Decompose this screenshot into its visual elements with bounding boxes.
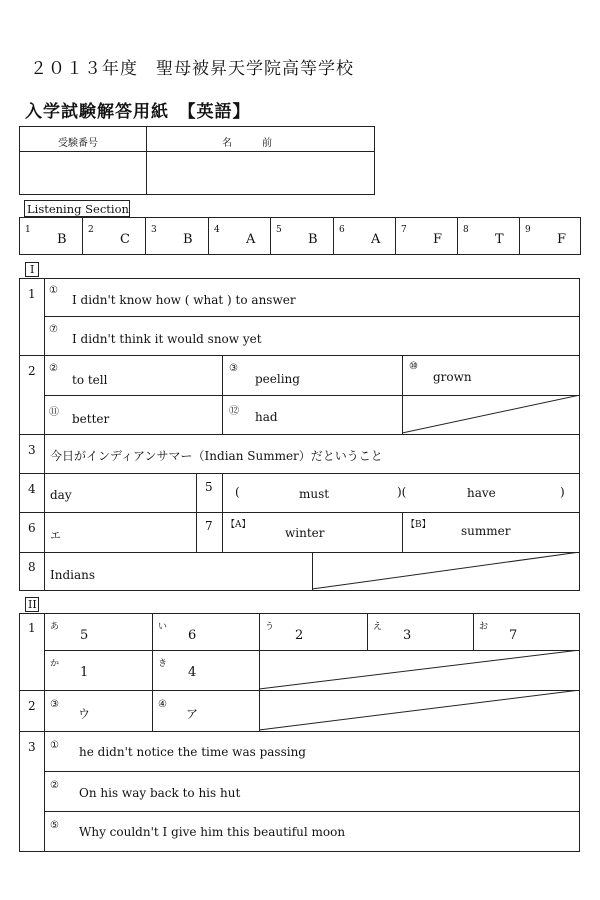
answer-word-1: must	[299, 487, 330, 501]
s1-q8-num-cell	[19, 552, 45, 591]
page-title: ２０１３年度 聖母被昇天学院高等学校	[30, 59, 354, 79]
s1-q6-num-cell	[19, 512, 45, 553]
s2-q1-unused-cell	[259, 650, 580, 691]
question-number: 3	[28, 740, 36, 754]
s2-q3-answer-b[interactable]	[44, 771, 580, 812]
s2-q2-unused-cell	[259, 690, 580, 732]
answer-text: to tell	[72, 373, 108, 387]
s1-q1-answer-a[interactable]	[44, 278, 580, 317]
question-number: 1	[28, 287, 36, 301]
answer-text: 1	[80, 665, 89, 680]
listening-answer-text: T	[495, 232, 504, 247]
s1-q1-answer-b[interactable]	[44, 316, 580, 356]
s1-q2-unused-cell	[402, 395, 580, 435]
question-number: 5	[205, 480, 213, 494]
listening-answer-8[interactable]	[457, 217, 520, 255]
listening-section-label	[24, 200, 130, 217]
paren-close: )	[560, 485, 565, 499]
listening-label-text: Listening Section	[27, 202, 129, 216]
s1-q7-num-cell	[196, 512, 223, 553]
listening-answer-6[interactable]	[333, 217, 396, 255]
diagonal-strike	[402, 395, 580, 435]
sheet-subtitle: 入学試験解答用紙 【英語】	[25, 102, 251, 122]
listening-answer-text: F	[433, 232, 443, 247]
answer-text: day	[50, 488, 72, 502]
question-number: 7	[205, 519, 213, 533]
s2-q1-answer-7[interactable]	[152, 650, 260, 691]
section-2-label	[25, 597, 39, 612]
circled-marker: ⑫	[229, 406, 239, 417]
s1-q8-unused-cell	[312, 552, 580, 591]
s1-q4-num-cell	[19, 473, 45, 513]
answer-text: 6	[188, 628, 197, 643]
s1-q2-num-cell	[19, 355, 45, 435]
section-2-numeral: II	[28, 598, 37, 611]
listening-answer-text: B	[308, 232, 318, 247]
answer-text: 4	[188, 665, 197, 680]
circled-marker: ⑪	[49, 407, 59, 418]
s1-q2-answer-b[interactable]	[222, 355, 403, 396]
exam-number-label: 受験番号	[58, 138, 98, 149]
name-label: 名 前	[222, 138, 272, 149]
question-number: 1	[28, 621, 36, 635]
s1-q3-num-cell	[19, 434, 45, 474]
answer-text: had	[255, 410, 278, 424]
answer-text: 3	[403, 628, 412, 643]
listening-answer-text: B	[183, 232, 193, 247]
listening-answer-1[interactable]	[19, 217, 83, 255]
listening-answer-text: A	[246, 232, 256, 247]
s2-q2-answer-a[interactable]	[44, 690, 153, 732]
answer-text: I didn't know how ( what ) to answer	[72, 293, 296, 307]
s2-q3-answer-c[interactable]	[44, 811, 580, 852]
answer-text: 5	[80, 628, 89, 643]
listening-answer-text: C	[120, 232, 130, 247]
answer-text: Indians	[50, 568, 96, 582]
s2-q1-answer-4[interactable]	[367, 613, 474, 651]
listening-number: 8	[463, 225, 469, 235]
section-1-label	[25, 262, 39, 277]
circled-marker: ②	[50, 780, 59, 791]
s1-q2-answer-c[interactable]	[402, 355, 580, 396]
listening-number: 5	[276, 225, 282, 235]
exam-number-field[interactable]	[19, 151, 147, 195]
s1-q2-answer-d[interactable]	[44, 395, 223, 435]
answer-text: ウ	[78, 707, 91, 721]
s2-q3-answer-a[interactable]	[44, 731, 580, 772]
listening-answer-3[interactable]	[145, 217, 209, 255]
listening-answer-text: A	[371, 232, 381, 247]
listening-answer-9[interactable]	[519, 217, 581, 255]
question-number: 4	[28, 482, 36, 496]
circled-marker: ⑩	[409, 361, 418, 372]
kana-marker: お	[479, 622, 489, 632]
s2-q3-num-cell	[19, 731, 45, 852]
answer-text: I didn't think it would snow yet	[72, 332, 262, 346]
circled-marker: ④	[158, 699, 167, 710]
listening-answer-text: B	[57, 232, 67, 247]
answer-text: winter	[285, 526, 325, 540]
listening-number: 6	[339, 225, 345, 235]
question-number: 3	[28, 443, 36, 457]
answer-text: better	[72, 412, 110, 426]
listening-number: 9	[525, 225, 531, 235]
question-number: 6	[28, 521, 36, 535]
s1-q7-answer-a[interactable]	[222, 512, 403, 553]
s1-q2-answer-e[interactable]	[222, 395, 403, 435]
question-number: 2	[28, 364, 36, 378]
question-number: 2	[28, 699, 36, 713]
kana-marker: か	[50, 659, 60, 669]
paren-open: (	[235, 485, 240, 499]
listening-number: 1	[25, 225, 31, 235]
answer-text: Why couldn't I give him this beautiful moon	[79, 825, 346, 839]
question-number: 8	[28, 560, 36, 574]
s2-q1-answer-2[interactable]	[152, 613, 260, 651]
s2-q2-answer-b[interactable]	[152, 690, 260, 732]
kana-marker: え	[373, 622, 383, 632]
s1-q6-answer[interactable]	[44, 512, 197, 553]
answer-text: ア	[186, 707, 199, 721]
answer-text: peeling	[255, 372, 300, 386]
s1-q3-answer[interactable]	[44, 434, 580, 474]
answer-text: grown	[433, 370, 472, 384]
s1-q5-answer[interactable]	[222, 473, 580, 513]
answer-text: 2	[295, 628, 304, 643]
kana-marker: き	[158, 659, 168, 669]
diagonal-strike	[312, 552, 580, 591]
s2-q1-answer-5[interactable]	[473, 613, 580, 651]
s1-q5-num-cell	[196, 473, 223, 513]
s2-q1-num-cell	[19, 613, 45, 691]
answer-text: summer	[461, 524, 511, 538]
circled-marker: ③	[50, 699, 59, 710]
circled-marker: ③	[229, 363, 238, 374]
s1-q8-answer[interactable]	[44, 552, 313, 591]
listening-answer-2[interactable]	[82, 217, 146, 255]
answer-text: 今日がインディアンサマー（Indian Summer）だということ	[50, 449, 383, 463]
answer-text: he didn't notice the time was passing	[79, 745, 306, 759]
s2-q2-num-cell	[19, 690, 45, 732]
listening-answer-7[interactable]	[395, 217, 458, 255]
s1-q7-answer-b[interactable]	[402, 512, 580, 553]
listening-number: 2	[88, 225, 94, 235]
circled-marker: ⑤	[50, 820, 59, 831]
listening-number: 3	[151, 225, 157, 235]
diagonal-strike	[259, 650, 580, 691]
s2-q1-answer-6[interactable]	[44, 650, 153, 691]
section-1-numeral: I	[30, 263, 35, 276]
s1-q2-answer-a[interactable]	[44, 355, 223, 396]
answer-text: エ	[50, 529, 61, 542]
circled-marker: ②	[49, 363, 58, 374]
listening-answer-5[interactable]	[270, 217, 334, 255]
circled-marker: ⑦	[49, 324, 58, 335]
listening-number: 7	[401, 225, 407, 235]
answer-text: 7	[509, 628, 518, 643]
s1-q1-num-cell	[19, 278, 45, 356]
paren-middle: )(	[397, 485, 407, 499]
kana-marker: う	[265, 622, 275, 632]
name-header	[146, 126, 375, 152]
answer-word-2: have	[467, 486, 496, 500]
s2-q1-answer-3[interactable]	[259, 613, 368, 651]
answer-text: On his way back to his hut	[79, 786, 241, 800]
circled-marker: ①	[50, 740, 59, 751]
listening-answer-text: F	[557, 232, 567, 247]
listening-answer-4[interactable]	[208, 217, 271, 255]
exam-number-header	[19, 126, 147, 152]
circled-marker: ①	[49, 285, 58, 296]
kana-marker: い	[158, 622, 168, 632]
name-field[interactable]	[146, 151, 375, 195]
kana-marker: あ	[50, 622, 60, 632]
s1-q4-answer[interactable]	[44, 473, 197, 513]
s2-q1-answer-1[interactable]	[44, 613, 153, 651]
bracket-label: 【A】	[226, 520, 251, 530]
listening-number: 4	[214, 225, 220, 235]
diagonal-strike	[259, 690, 580, 732]
bracket-label: 【B】	[406, 520, 431, 530]
